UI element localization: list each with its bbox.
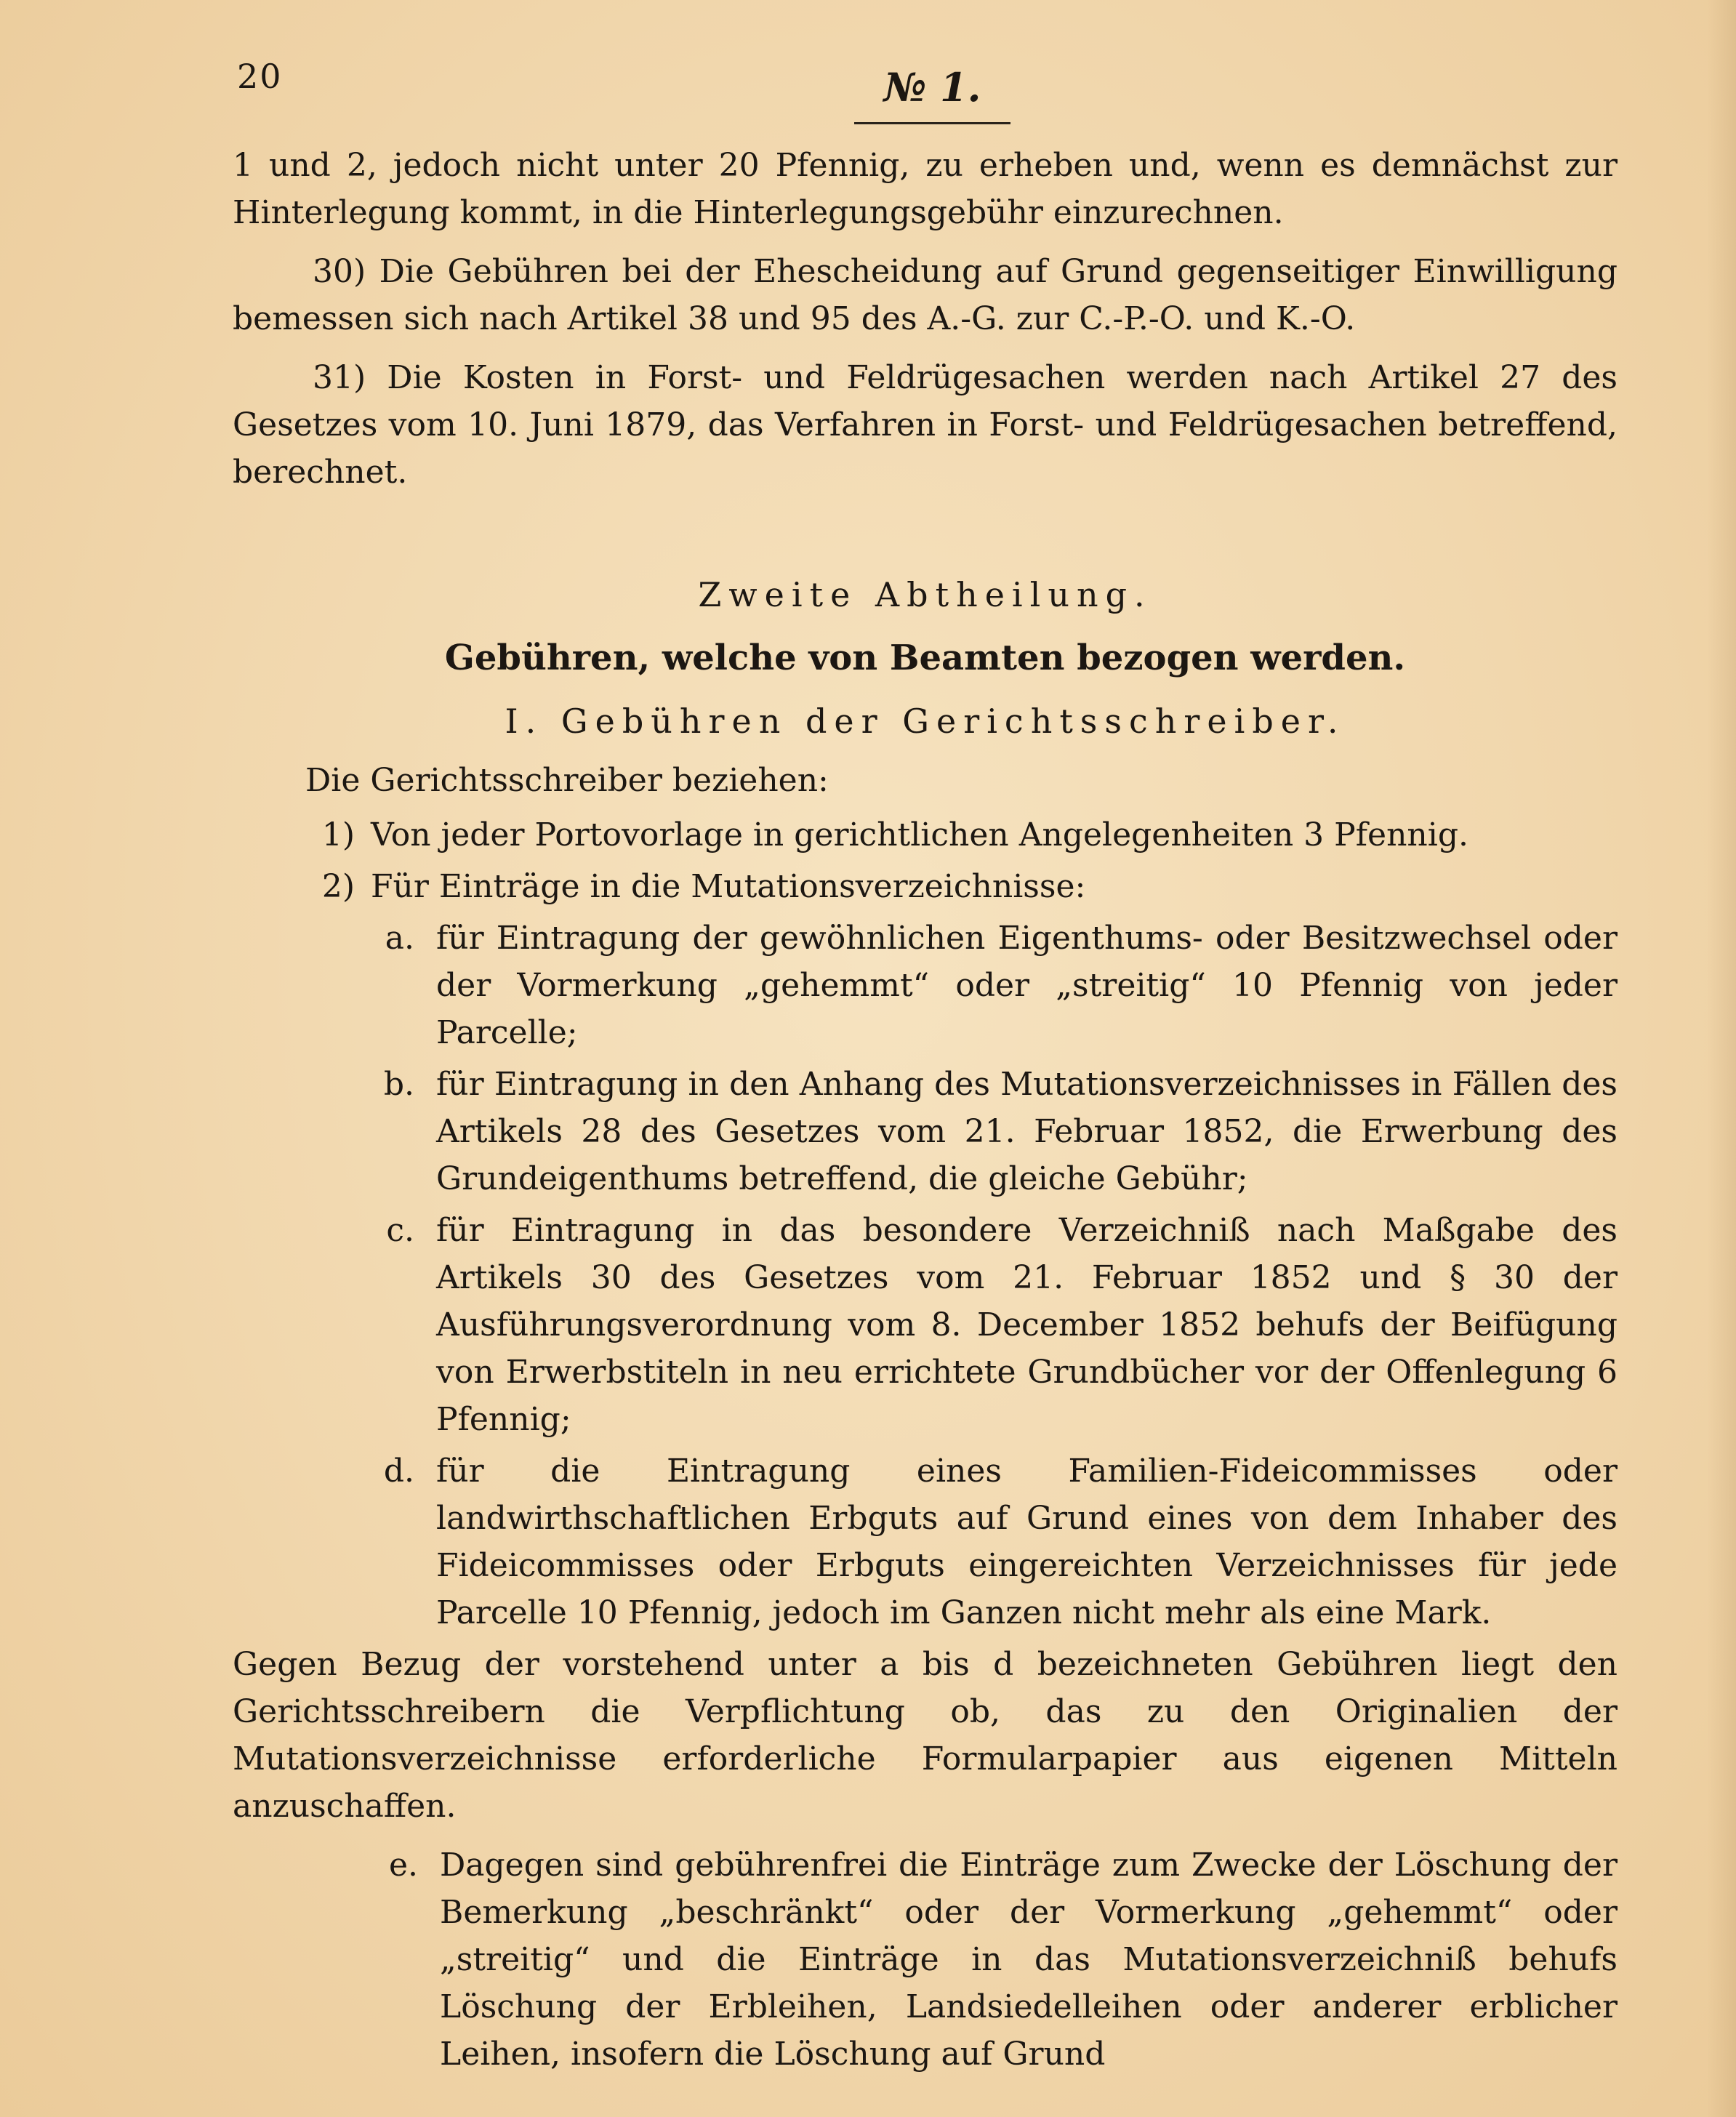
body-text — [233, 142, 1618, 2082]
subsection-title: I. Gebühren der Gerichtsschreiber. — [505, 702, 1346, 741]
sub-item-text: für Eintragung in das besondere Verzeichniß nach Maßgabe des Artikels 30 des Gesetzes vom 21. Februar 1852 und § 30 der Ausführungsverordnung vom 8. December 1852 behufs der Beifügung von Erwerbstiteln in neu errichtete Grundbücher vor der Offenlegung 6 Pfennig; — [436, 1212, 1618, 1438]
sub-item-letter: d. — [383, 1453, 414, 1490]
numbered-item — [233, 863, 1618, 910]
paragraph-30: 30) Die Gebühren bei der Ehescheidung auf Grund gegenseitiger Einwilligung bemessen sich nach Artikel 38 und 95 des A.-G. zur C.-P.-O. und K.-O. — [233, 253, 1618, 337]
item-number: 2) — [321, 868, 355, 905]
section-subtitle: Gebühren, welche von Beamten bezogen werden. — [444, 638, 1406, 678]
sub-item-letter: a. — [385, 920, 414, 957]
sub-item-text: Dagegen sind gebührenfrei die Einträge zum Zwecke der Löschung der Bemerkung „beschränkt“ oder der Vormerkung „gehemmt“ oder „streitig“ und die Einträge in das Mutationsverzeichniß behufs Löschung der Erbleihen, Landsiedelleihen oder anderer erblicher Leihen, insofern die Löschung auf Grund — [440, 1847, 1618, 2073]
sub-item-letter: e. — [388, 1847, 418, 1884]
paragraph-31: 31) Die Kosten in Forst- und Feldrügesachen werden nach Artikel 27 des Gesetzes vom 10. Juni 1879, das Verfahren in Forst- und Feldrügesachen betreffend, berechnet. — [233, 359, 1618, 491]
sub-item-text: für die Eintragung eines Familien-Fideicommisses oder landwirthschaftlichen Erbguts auf Grund eines von dem Inhaber des Fideicommisses oder Erbguts eingereichten Verzeichnisses für jede Parcelle 10 Pfennig, jedoch im Ganzen nicht mehr als eine Mark. — [436, 1453, 1618, 1631]
page-edge-shadow — [1707, 0, 1736, 2117]
sub-item-a — [233, 915, 1618, 1056]
page-number: 20 — [237, 57, 283, 96]
continuation-paragraph: 1 und 2, jedoch nicht unter 20 Pfennig, zu erheben und, wenn es demnächst zur Hinterlegung kommt, in die Hinterlegungsgebühr einzurechnen. — [233, 147, 1618, 231]
section-title: Zweite Abtheilung. — [698, 575, 1152, 614]
numbered-item — [233, 811, 1618, 859]
sub-item-c — [233, 1207, 1618, 1443]
closing-paragraph: Gegen Bezug der vorstehend unter a bis d bezeichneten Gebühren liegt den Gerichtsschreibern die Verpflichtung ob, das zu den Originalien der Mutationsverzeichnisse erforderliche Formularpapier aus eigenen Mitteln anzuschaffen. — [233, 1646, 1618, 1825]
lead-line: Die Gerichtsschreiber beziehen: — [305, 762, 829, 799]
sub-item-d — [233, 1447, 1618, 1636]
sub-item-text: für Eintragung der gewöhnlichen Eigenthums- oder Besitzwechsel oder der Vormerkung „gehemmt“ oder „streitig“ 10 Pfennig von jeder Parcelle; — [436, 920, 1618, 1051]
sub-item-b — [233, 1061, 1618, 1202]
item-text: Für Einträge in die Mutationsverzeichnisse: — [371, 868, 1086, 905]
item-text: Von jeder Portovorlage in gerichtlichen Angelegenheiten 3 Pfennig. — [371, 816, 1468, 853]
issue-number: № 1. — [854, 64, 1010, 124]
sub-item-letter: c. — [386, 1212, 414, 1249]
item-number: 1) — [321, 816, 355, 853]
sub-item-e — [233, 1841, 1618, 2078]
sub-item-letter: b. — [383, 1066, 414, 1103]
sub-item-text: für Eintragung in den Anhang des Mutationsverzeichnisses in Fällen des Artikels 28 des Gesetzes vom 21. Februar 1852, die Erwerbung des Grundeigenthums betreffend, die gleiche Gebühr; — [436, 1066, 1618, 1197]
